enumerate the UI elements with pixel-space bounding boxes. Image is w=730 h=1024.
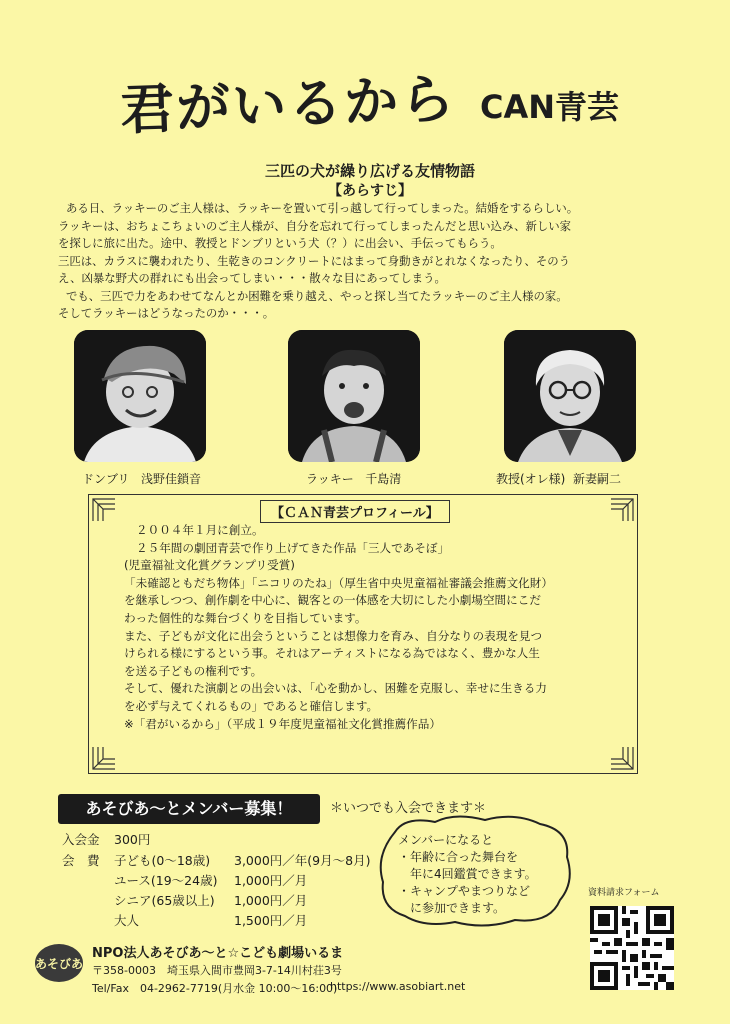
profile-line: わった個性的な舞台づくりを目指しています。 xyxy=(124,610,367,625)
cast-role: ラッキー xyxy=(306,472,354,486)
cast-role: 教授(オレ様) xyxy=(496,472,566,486)
synopsis-line: でも、三匹で力をあわせてなんとか困難を乗り越え、やっと探し当てたラッキーのご主人様の家。 xyxy=(66,288,568,303)
synopsis xyxy=(58,200,678,323)
cast-actor: 浅野佳鎖音 xyxy=(140,472,201,486)
fee-label: 入会金 xyxy=(62,832,100,847)
synopsis-heading: 【あらすじ】 xyxy=(328,183,412,199)
profile-line: 「未確認ともだち物体」「ニコリのたね」（厚生省中央児童福祉審議会推薦文化財） xyxy=(124,575,553,590)
cast-caption-lucky xyxy=(306,470,401,487)
fee-category: 300円 xyxy=(114,832,151,847)
corner-ornament-icon xyxy=(91,745,117,771)
synopsis-line: え、凶暴な野犬の群れにも出会ってしまい・・・散々な目にあってしまう。 xyxy=(58,271,446,285)
organization-address: 〒358-0003 埼玉県入間市豊岡3-7-14川村荘3号 xyxy=(92,964,342,977)
cast-photo-lucky xyxy=(288,330,420,462)
qr-label: 資料請求フォーム xyxy=(588,888,660,898)
benefit-line: に参加できます。 xyxy=(398,901,506,915)
synopsis-line: 三匹は、カラスに襲われたり、生乾きのコンクリートにはまって身動きがとれなくなったり、そのう xyxy=(58,253,571,268)
subtitle: 三匹の犬が繰り広げる友情物語 xyxy=(264,162,475,180)
profile-title: 【ＣＡＮ青芸プロフィール】 xyxy=(260,500,450,523)
cast-actor: 新妻嗣二 xyxy=(573,472,622,486)
synopsis-line: ある日、ラッキーのご主人様は、ラッキーを置いて引っ越して行ってしまった。結婚をするらしい。 xyxy=(66,201,579,215)
organization-url[interactable]: https://www.asobiart.net xyxy=(330,980,466,993)
profile-text xyxy=(124,522,624,733)
profile-line: けられる様にするという事。それはアーティストになる為ではなく、豊かな人生 xyxy=(124,646,540,661)
fee-category: 大人 xyxy=(114,913,140,928)
synopsis-line: そしてラッキーはどうなったのか・・・。 xyxy=(58,306,275,320)
cast-photo-professor xyxy=(504,330,636,462)
synopsis-line: を探しに旅に出た。途中、教授とドンブリという犬（？）に出会い、手伝ってもらう。 xyxy=(58,236,502,250)
recruit-banner: あそびあ～とメンバー募集！ xyxy=(58,794,320,824)
logo-text: あそびあ xyxy=(34,957,84,971)
benefit-text xyxy=(398,832,537,917)
synopsis-line: ラッキーは、おちょこちょいのご主人様が、自分を忘れて行ってしまったんだと思い込み、新しい家 xyxy=(58,218,572,233)
fee-amount: 1,000円／月 xyxy=(234,873,308,888)
fee-category: ユース(19～24歳) xyxy=(114,873,218,888)
cast-caption-donburi xyxy=(82,470,201,487)
profile-line: そして、優れた演劇との出会いは、「心を動かし、困難を克服し、幸せに生きる力 xyxy=(124,681,547,696)
fee-amount: 1,000円／月 xyxy=(234,893,308,908)
troupe-name: CAN青芸 xyxy=(480,88,620,126)
fee-amount: 1,500円／月 xyxy=(234,913,308,928)
profile-line: また、子どもが文化に出会うということは想像力を育み、自分なりの表現を見つ xyxy=(124,628,543,643)
profile-line: (児童福祉文化賞グランプリ受賞) xyxy=(124,558,295,573)
cast-photo-donburi xyxy=(74,330,206,462)
corner-ornament-icon xyxy=(609,745,635,771)
profile-line: を送る子どもの権利です。 xyxy=(124,663,263,678)
organization-name: NPO法人あそびあ～と☆こども劇場いるま xyxy=(92,946,344,961)
organization-logo xyxy=(34,942,84,984)
fee-amount: 3,000円／年(9月～8月) xyxy=(234,853,371,868)
organization-contact: Tel/Fax 04-2962-7719(月水金 10:00～16:00) xyxy=(92,982,338,995)
fee-category: シニア(65歳以上) xyxy=(114,893,215,908)
benefit-line: メンバーになると xyxy=(398,833,494,847)
cast-caption-professor xyxy=(496,470,621,487)
fee-category: 子ども(0～18歳) xyxy=(114,853,211,868)
benefit-line: ・年齢に合った舞台を xyxy=(398,850,519,864)
corner-ornament-icon xyxy=(609,497,635,523)
profile-line: を継承しつつ、創作劇を中心に、観客との一体感を大切にした小劇場空間にこだ xyxy=(124,593,541,608)
profile-line: を必ず与えてくれるもの」であると確信します。 xyxy=(124,698,379,713)
profile-line: ※「君がいるから」（平成１９年度児童福祉文化賞推薦作品） xyxy=(124,716,441,731)
profile-line: ２００４年１月に創立。 xyxy=(136,523,264,537)
recruit-note: ＊いつでも入会できます＊ xyxy=(330,801,487,816)
corner-ornament-icon xyxy=(91,497,117,523)
fee-label: 会 費 xyxy=(62,853,100,868)
profile-line: ２５年間の劇団青芸で作り上げてきた作品「三人であそぼ」 xyxy=(136,540,450,555)
qr-code-icon[interactable] xyxy=(590,906,674,990)
benefit-line: ・キャンプやまつりなど xyxy=(398,884,531,898)
main-title: 君がいるから xyxy=(119,67,458,142)
cast-role: ドンブリ xyxy=(82,472,130,486)
cast-actor: 千島清 xyxy=(365,472,402,486)
benefit-line: 年に4回鑑賞できます。 xyxy=(398,867,537,881)
